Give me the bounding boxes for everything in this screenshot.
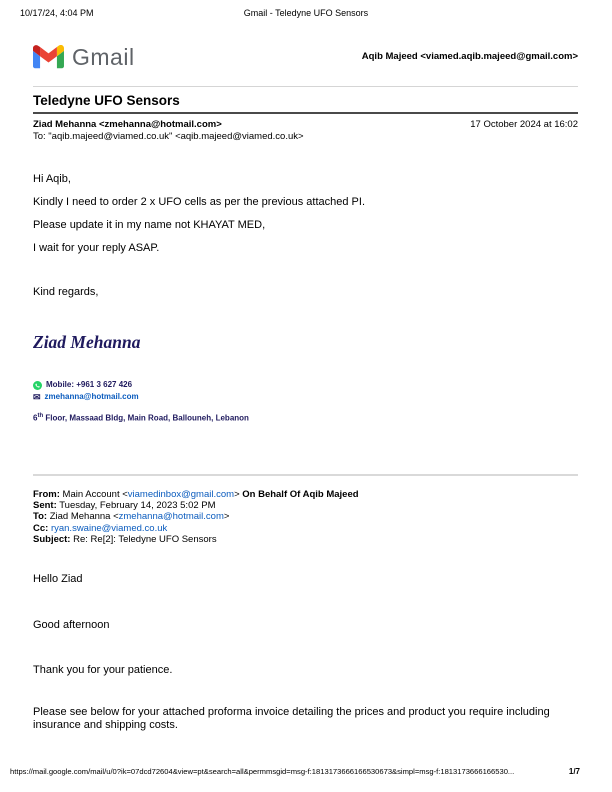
body-paragraph: Kind regards, xyxy=(33,286,99,298)
body-paragraph: Please update it in my name not KHAYAT MED, xyxy=(33,219,266,231)
whatsapp-icon xyxy=(33,381,42,390)
gmail-wordmark: Gmail xyxy=(72,43,135,70)
page-number: 1/7 xyxy=(568,767,580,776)
print-doc-title: Gmail - Teledyne UFO Sensors xyxy=(243,8,369,18)
quoted-divider xyxy=(33,474,578,476)
signature-contact-block xyxy=(33,379,578,403)
signature-name: Ziad Mehanna xyxy=(33,332,141,352)
message-body xyxy=(33,173,578,299)
signature-email-line xyxy=(33,391,578,403)
message-sender: Ziad Mehanna <zmehanna@hotmail.com> xyxy=(33,119,222,130)
account-owner: Aqib Majeed <viamed.aqib.majeed@gmail.com> xyxy=(361,51,578,62)
quoted-paragraph: Hello Ziad xyxy=(33,573,83,586)
quoted-paragraph: Good afternoon xyxy=(33,619,110,632)
quoted-cc-email-link[interactable]: ryan.swaine@viamed.co.uk xyxy=(50,522,168,534)
quoted-from-email-link[interactable]: viamedinbox@gmail.com xyxy=(127,488,235,500)
quoted-to-email-link[interactable]: zmehanna@hotmail.com xyxy=(118,511,224,523)
gmail-logo-icon xyxy=(33,45,64,69)
quoted-body xyxy=(33,573,578,732)
quoted-headers xyxy=(33,489,578,545)
body-paragraph: Kindly I need to order 2 x UFO cells as per the previous attached PI. xyxy=(33,196,366,208)
quoted-to-line: To: Ziad Mehanna <zmehanna@hotmail.com> xyxy=(33,511,230,523)
subject-divider xyxy=(33,112,578,114)
quoted-cc-line: Cc: ryan.swaine@viamed.co.uk xyxy=(33,522,168,534)
quoted-paragraph: Thank you for your patience. xyxy=(33,664,173,677)
message-date: 17 October 2024 at 16:02 xyxy=(470,119,578,130)
page-content xyxy=(33,0,578,732)
body-paragraph: Hi Aqib, xyxy=(33,173,71,185)
thread-subject: Teledyne UFO Sensors xyxy=(33,93,180,108)
quoted-from-line: From: Main Account <viamedinbox@gmail.com> On Behalf Of Aqib Majeed xyxy=(33,488,359,500)
envelope-icon: ✉ xyxy=(33,391,41,402)
message-header xyxy=(33,119,578,142)
signature-mobile: Mobile: +961 3 627 426 xyxy=(46,380,133,389)
print-footer-url: https://mail.google.com/mail/u/0?ik=07dcd72604&view=pt&search=all&permmsgid=msg-f:1813173666166530673&simpl=msg-f:1813173666166530... xyxy=(10,767,515,776)
gmail-logo xyxy=(33,44,135,71)
message-to-line: To: "aqib.majeed@viamed.co.uk" <aqib.majeed@viamed.co.uk> xyxy=(33,130,304,142)
print-datetime: 10/17/24, 4:04 PM xyxy=(20,8,94,18)
ordinal-suffix: th xyxy=(37,413,44,419)
signature-email-link[interactable]: zmehanna@hotmail.com xyxy=(44,392,139,401)
signature-address: 6th Floor, Massaad Bldg, Main Road, Ballouneh, Lebanon xyxy=(33,413,249,423)
quoted-subject-line: Subject: Re: Re[2]: Teledyne UFO Sensors xyxy=(33,533,217,545)
signature-mobile-line xyxy=(33,379,578,391)
quoted-paragraph: Please see below for your attached proforma invoice detailing the prices and product you require including insurance and shipping costs. xyxy=(33,706,550,732)
quoted-sent-line: Sent: Tuesday, February 14, 2023 5:02 PM xyxy=(33,499,216,511)
gmail-header-row xyxy=(33,44,578,70)
body-paragraph: I wait for your reply ASAP. xyxy=(33,242,160,254)
header-divider xyxy=(33,86,578,87)
